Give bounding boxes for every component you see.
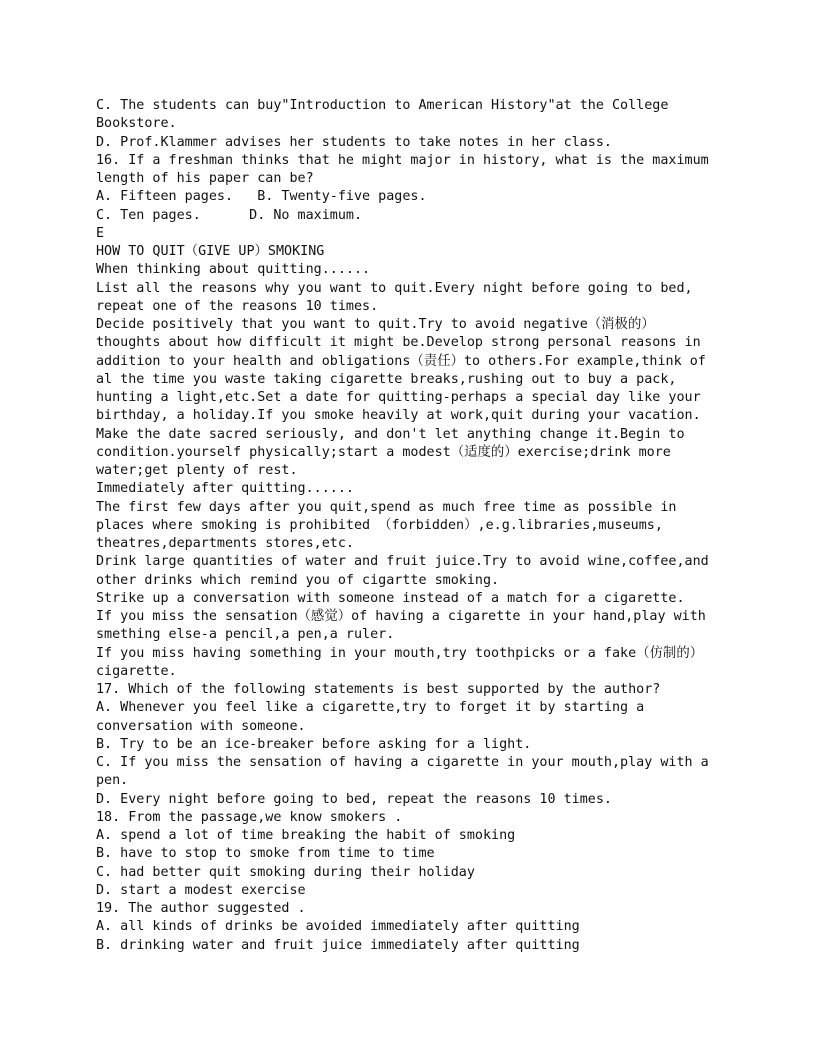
question-18: 18. From the passage,we know smokers .	[96, 809, 403, 825]
question-17: 17. Which of the following statements is best supported by the author?	[96, 682, 661, 697]
passage-title: HOW TO QUIT（GIVE UP）SMOKING	[96, 244, 325, 259]
passage-line: Strike up a conversation with someone instead of a match for a cigarette.	[96, 590, 685, 606]
passage-line: repeat one of the reasons 10 times.	[96, 298, 379, 314]
question-16: 16. If a freshman thinks that he might major in history, what is the maximum	[96, 152, 709, 168]
option-c-q18: C. had better quit smoking during their holiday	[96, 864, 475, 880]
passage-line: water;get plenty of rest.	[96, 463, 298, 478]
option-d-q18: D. start a modest exercise	[96, 882, 306, 898]
option-c-q17: C. If you miss the sensation of having a cigarette in your mouth,play with a	[96, 755, 709, 770]
document-body	[96, 97, 720, 955]
passage-line: cigarette.	[96, 663, 177, 679]
passage-line: If you miss having something in your mouth,try toothpicks or a fake（仿制的）	[96, 645, 704, 661]
option-a-q19: A. all kinds of drinks be avoided immediately after quitting	[96, 919, 580, 935]
passage-line: List all the reasons why you want to quit.Every night before going to bed,	[96, 280, 693, 296]
option-c-q15-cont: Bookstore.	[96, 116, 177, 132]
options-ab-q16: A. Fifteen pages. B. Twenty-five pages.	[96, 189, 427, 205]
passage-line: places where smoking is prohibited （forbidden）,e.g.libraries,museums,	[96, 517, 663, 533]
passage-line: Decide positively that you want to quit.Try to avoid negative（消极的）	[96, 317, 655, 332]
option-b-q19: B. drinking water and fruit juice immediately after quitting	[96, 937, 580, 953]
passage-line: al the time you waste taking cigarette breaks,rushing out to buy a pack,	[96, 371, 677, 387]
passage-line: The first few days after you quit,spend as much free time as possible in	[96, 499, 677, 515]
option-c-q15: C. The students can buy"Introduction to American History"at the College	[96, 98, 669, 113]
option-c-q17-cont: pen.	[96, 773, 129, 789]
question-16-cont: length of his paper can be?	[96, 171, 314, 186]
option-d-q17: D. Every night before going to bed, repeat the reasons 10 times.	[96, 791, 612, 807]
passage-line: If you miss the sensation（感觉）of having a cigarette in your hand,play with	[96, 609, 706, 624]
passage-line: addition to your health and obligations（责任）to others.For example,think of	[96, 353, 706, 369]
passage-line: other drinks which remind you of cigartte smoking.	[96, 572, 500, 588]
passage-line: smething else-a pencil,a pen,a ruler.	[96, 627, 395, 643]
passage-line: hunting a light,etc.Set a date for quitting-perhaps a special day like your	[96, 390, 701, 405]
passage-line: thoughts about how difficult it might be.Develop strong personal reasons in	[96, 335, 701, 351]
passage-heading-before: When thinking about quitting......	[96, 262, 371, 278]
passage-line: Make the date sacred seriously, and don't let anything change it.Begin to	[96, 426, 685, 442]
passage-line: Drink large quantities of water and fruit juice.Try to avoid wine,coffee,and	[96, 554, 709, 570]
option-a-q18: A. spend a lot of time breaking the habit of smoking	[96, 828, 516, 843]
option-a-q17-cont: conversation with someone.	[96, 718, 306, 734]
option-a-q17: A. Whenever you feel like a cigarette,try to forget it by starting a	[96, 700, 645, 716]
passage-line: condition.yourself physically;start a modest（适度的）exercise;drink more	[96, 444, 671, 460]
question-19: 19. The author suggested .	[96, 901, 306, 916]
options-cd-q16: C. Ten pages. D. No maximum.	[96, 207, 363, 223]
section-label-e: E	[96, 225, 105, 241]
option-b-q18: B. have to stop to smoke from time to time	[96, 846, 435, 862]
option-b-q17: B. Try to be an ice-breaker before asking for a light.	[96, 736, 532, 752]
option-d-q15: D. Prof.Klammer advises her students to take notes in her class.	[96, 134, 612, 150]
passage-heading-after: Immediately after quitting......	[96, 481, 354, 497]
passage-line: theatres,departments stores,etc.	[96, 536, 354, 551]
passage-line: birthday, a holiday.If you smoke heavily at work,quit during your vacation.	[96, 408, 701, 424]
